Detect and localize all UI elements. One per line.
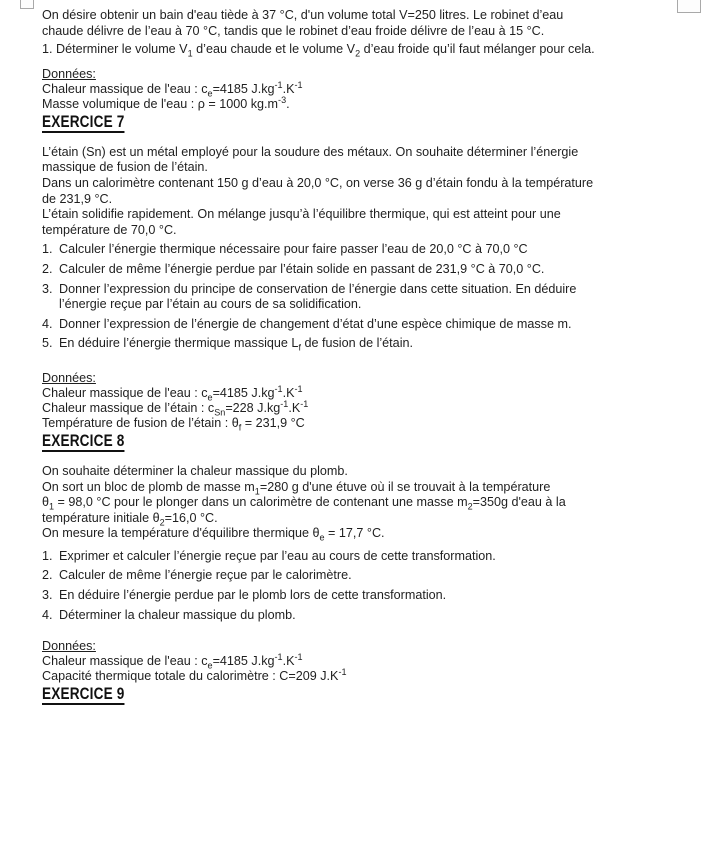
donnees-line: Chaleur massique de l'eau : $c_e=4185$ $J.kg^{-1}.K^{-1}$ (42, 652, 303, 671)
question-number: 2. (42, 568, 53, 583)
section-exercice-7 (42, 112, 686, 431)
exercice-8-intro (42, 464, 686, 542)
question-number: 1. (42, 242, 53, 257)
question-text: Calculer l’énergie thermique nécessaire pour faire passer l’eau de 20,0 °C à 70,0 °C (59, 242, 528, 257)
question-item (42, 282, 686, 313)
question-item (42, 262, 686, 278)
exercice-9-heading: EXERCICE 9 (42, 684, 125, 704)
exercice-7-paragraph: Dans un calorimètre contenant 150 g d’eau à 20,0 °C, on verse 36 g d’étain fondu à la température de 231,9 °C. (42, 175, 594, 206)
question-number: 5. (42, 336, 53, 351)
question-text: En déduire l’énergie thermique massique $L_f$ de fusion de l’étain. (59, 336, 413, 353)
donnees-heading: Données: (42, 639, 96, 654)
question-item (42, 568, 686, 584)
exercice-8-heading: EXERCICE 8 (42, 430, 125, 450)
donnees-line: Capacité thermique totale du calorimètre : C=209 $J.K^{-1}$ (42, 667, 347, 684)
donnees-line: Chaleur massique de l'eau : $c_e=4185$ $J.kg^{-1}.K^{-1}$ (42, 383, 303, 403)
exercice-8-paragraph: On mesure la température d'équilibre thermique $\theta_e = 17,7$ °C. (42, 526, 385, 543)
text-boundary-mark-left (20, 0, 34, 9)
exercice-7-heading: EXERCICE 7 (42, 111, 125, 131)
question-item (42, 242, 686, 258)
question-item (42, 588, 686, 604)
exercice-7-paragraph: L’étain solidifie rapidement. On mélange jusqu’à l’équilibre thermique, qui est atteint pour une température de 70,0 °C. (42, 207, 561, 237)
donnees-line: Chaleur massique de l'eau : $c_e=4185$ $J.kg^{-1}.K^{-1}$ (42, 79, 303, 99)
question-item (42, 317, 686, 333)
exercice-7-intro (42, 145, 686, 239)
question-text: Calculer de même l’énergie perdue par l’étain solide en passant de 231,9 °C à 70,0 °C. (59, 261, 545, 276)
document-content (42, 8, 686, 704)
question-number: 4. (42, 607, 53, 622)
intro-question: 1. Déterminer le volume $V_1$ d’eau chaude et le volume $V_2$ d’eau froide qu’il faut mélanger pour cela. (42, 42, 595, 59)
exercice-7-paragraph: L’étain (Sn) est un métal employé pour la soudure des métaux. On souhaite déterminer l’énergie massique de fusion de l’étain. (42, 144, 579, 175)
question-item (42, 336, 686, 352)
donnees-line: Masse volumique de l'eau : ρ = 1000 $kg.m^{-3}$. (42, 94, 290, 111)
exercice-7-questions (42, 242, 686, 352)
exercice-7-donnees-block (42, 371, 686, 431)
donnees-line: Température de fusion de l’étain : $\theta_f = 231,9$ °C (42, 415, 305, 433)
intro-donnees-block (42, 67, 686, 112)
question-number: 1. (42, 548, 53, 563)
section-exercice-8 (42, 431, 686, 684)
question-text: Déterminer la chaleur massique du plomb. (59, 607, 296, 622)
exercice-8-questions (42, 549, 686, 623)
exercice-8-donnees-block (42, 639, 686, 684)
question-number: 3. (42, 281, 53, 296)
question-text: Donner l’expression du principe de conservation de l’énergie dans cette situation. En déduire l’énergie reçue par l’étain au cours de sa solidification. (59, 281, 577, 312)
question-number: 2. (42, 261, 53, 276)
question-number: 3. (42, 588, 53, 603)
question-number: 4. (42, 316, 53, 331)
question-text: Calculer de même l’énergie reçue par le calorimètre. (59, 568, 352, 583)
donnees-heading: Données: (42, 370, 96, 385)
question-text: Exprimer et calculer l’énergie reçue par l’eau au cours de cette transformation. (59, 548, 496, 563)
question-item (42, 549, 686, 565)
question-text: Donner l’expression de l’énergie de changement d’état d’une espèce chimique de masse m. (59, 316, 572, 331)
donnees-heading: Données: (42, 66, 96, 81)
exercice-8-paragraph: On sort un bloc de plomb de masse $m_1=280$ g d'une étuve où il se trouvait à la température $\theta_1 = 98,0$ °C pour le plonger dans un calorimètre de contenant une masse $m_2=350g$ d'eau à la température initiale $\theta_2=16,0$ °C. (42, 479, 566, 528)
question-item (42, 608, 686, 624)
question-text: En déduire l’énergie perdue par le plomb lors de cette transformation. (59, 588, 447, 603)
donnees-line: Chaleur massique de l’étain : $c_{Sn}=228$ $J.kg^{-1}.K^{-1}$ (42, 398, 309, 418)
intro-paragraph: On désire obtenir un bain d'eau tiède à 37 °C, d'un volume total V=250 litres. Le robinet d’eau chaude délivre de l’eau à 70 °C, tandis que le robinet d’eau froide délivre de l’eau à 15 °C. (42, 8, 564, 38)
section-exercice-9 (42, 684, 686, 704)
exercice-8-paragraph: On souhaite déterminer la chaleur massique du plomb. (42, 463, 348, 478)
section-intro (42, 8, 686, 112)
